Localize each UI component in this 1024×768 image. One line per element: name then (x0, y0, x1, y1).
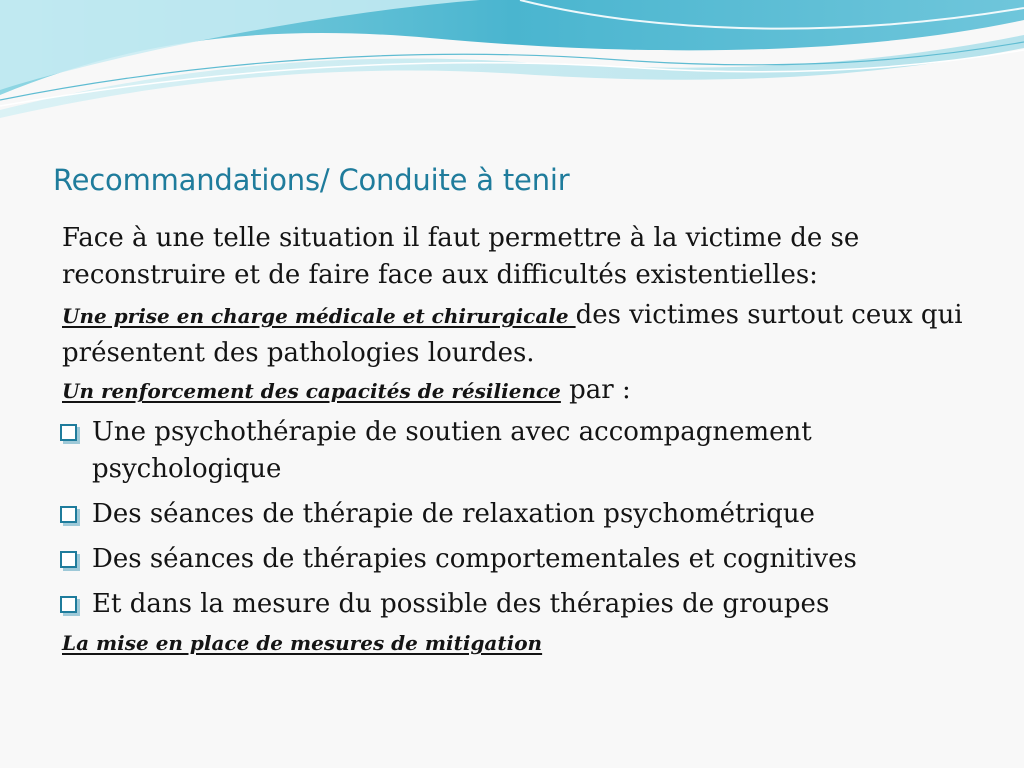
list-item (60, 541, 970, 578)
point-resilience-emphasis: Un renforcement des capacités de résilience (62, 379, 561, 403)
square-bullet-icon (60, 596, 77, 613)
point-medical-care-text: des victimes surtout ceux qui présentent des pathologies lourdes. (62, 300, 963, 368)
list-item (60, 496, 970, 533)
slide-title: Recommandations/ Conduite à tenir (53, 163, 570, 197)
list-item-text: Et dans la mesure du possible des thérapies de groupes (92, 589, 830, 619)
point-mitigation-emphasis: La mise en place de mesures de mitigation (62, 631, 543, 655)
point-mitigation (62, 628, 972, 658)
point-medical-care (62, 297, 972, 372)
square-bullet-icon (60, 424, 77, 441)
point-medical-care-emphasis: Une prise en charge médicale et chirurgicale (62, 304, 576, 328)
list-item-text: Des séances de thérapie de relaxation psychométrique (92, 499, 815, 529)
intro-paragraph: Face à une telle situation il faut permettre à la victime de se reconstruire et de faire face aux difficultés existentielles: (62, 223, 860, 290)
header-wave-decoration (0, 0, 1024, 135)
point-resilience (62, 372, 972, 410)
square-bullet-icon (60, 506, 77, 523)
list-item-text: Une psychothérapie de soutien avec accompagnement psychologique (92, 417, 812, 484)
list-item-text: Des séances de thérapies comportementales et cognitives (92, 544, 857, 574)
point-resilience-text: par : (560, 375, 631, 405)
slide-content (62, 220, 972, 658)
therapy-list (60, 414, 970, 623)
list-item (60, 586, 970, 623)
list-item (60, 414, 970, 488)
square-bullet-icon (60, 551, 77, 568)
